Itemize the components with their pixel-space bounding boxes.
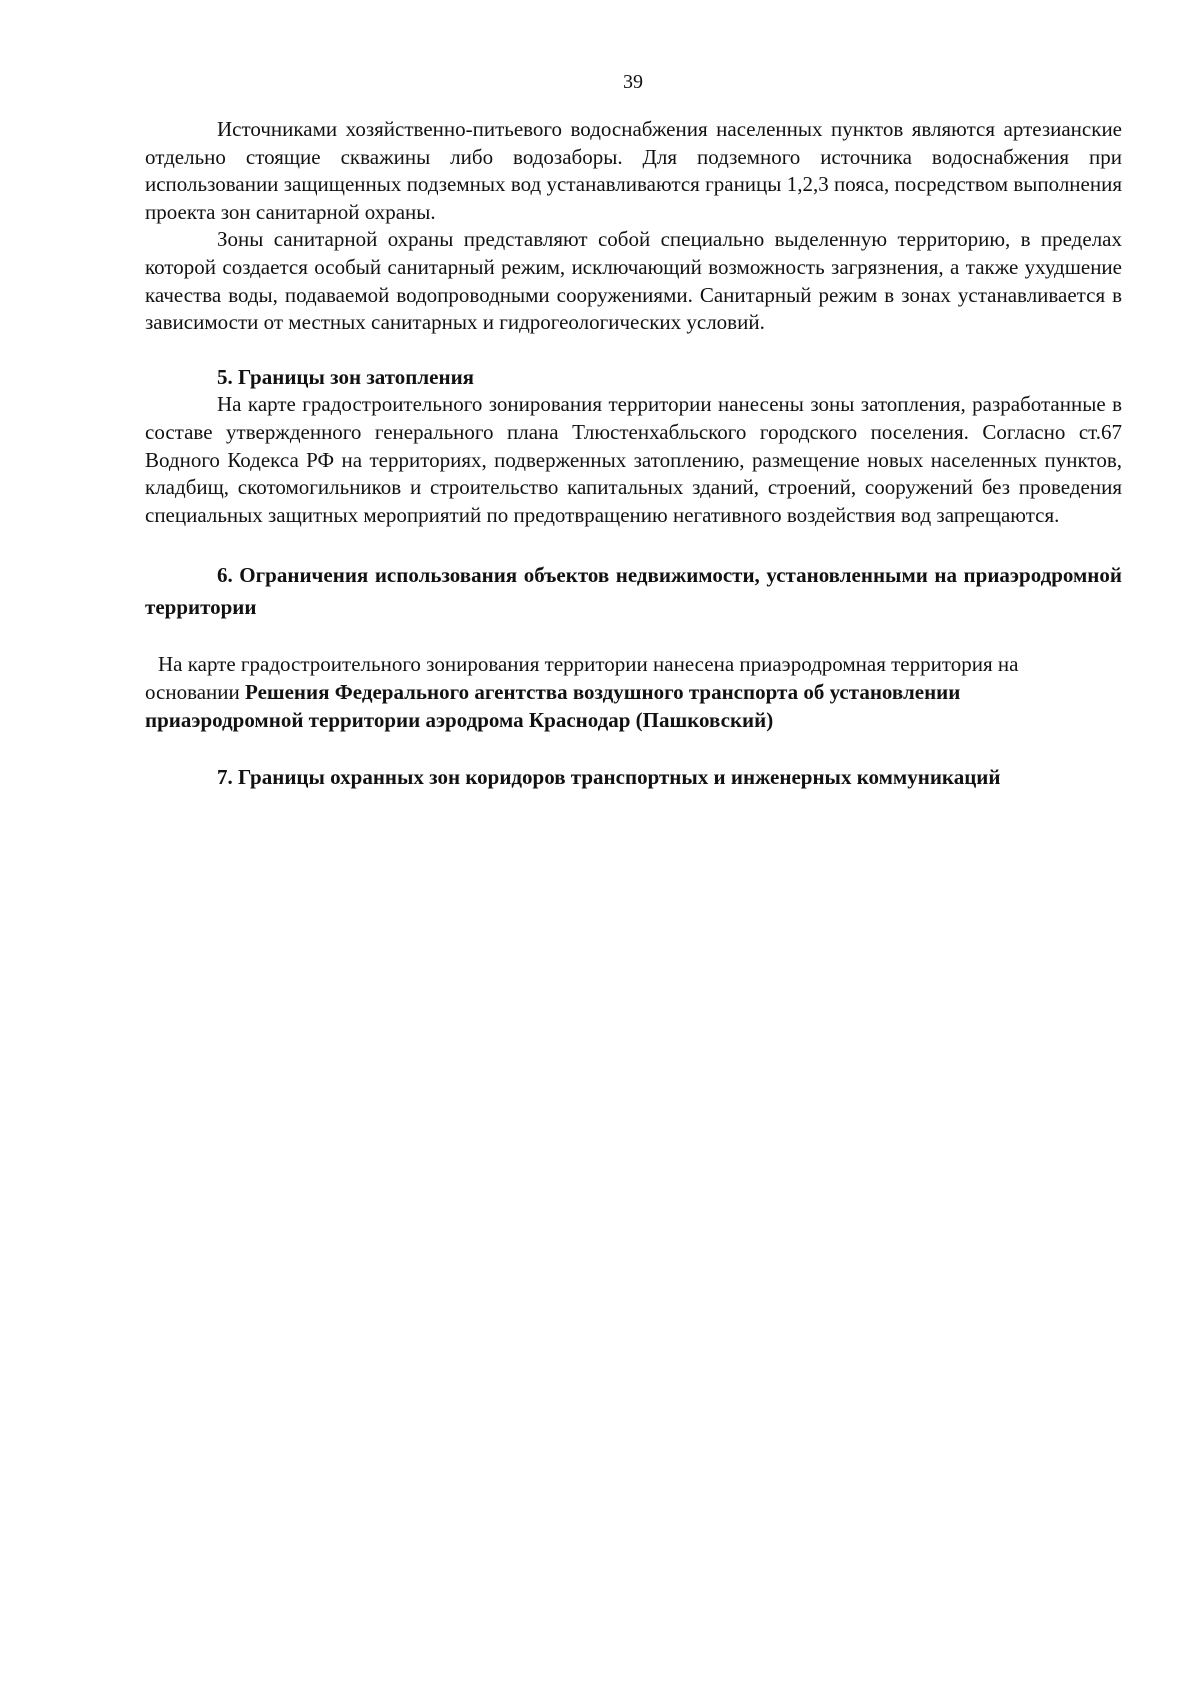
- paragraph-sanitary-zones: Зоны санитарной охраны представляют собой специально выделенную территорию, в пределах которой создается особый санитарный режим, исключающий возможность загрязнения, а также ухудшение качества воды, подаваемой водопроводными сооружениями. Санитарный режим в зонах устанавливается в зависимости от местных санитарных и гидрогеологических условий.: [145, 227, 1122, 335]
- section-6-text-plain: На карте градостроительного зонирования территории нанесена приаэродромная территория на основании: [145, 652, 1019, 704]
- section-6-text-bold: Решения Федерального агентства воздушного транспорта об установлении приаэродромной территории аэродрома Краснодар (Пашковский): [145, 679, 961, 732]
- section-6-heading: 6. Ограничения использования объектов недвижимости, установленными на приаэродромной территории: [145, 563, 1122, 620]
- section-7-heading: 7. Границы охранных зон коридоров транспортных и инженерных коммуникаций: [217, 765, 1001, 790]
- section-5-heading: 5. Границы зон затопления: [217, 364, 475, 389]
- section-6-paragraph: [145, 651, 1122, 734]
- paragraph-water-supply: Источниками хозяйственно-питьевого водоснабжения населенных пунктов являются артезианские отдельно стоящие скважины либо водозаборы. Для подземного источника водоснабжения при использовании защищенных подземных вод устанавливаются границы 1,2,3 пояса, посредством выполнения проекта зон санитарной охраны.: [145, 117, 1122, 224]
- document-body: [145, 116, 1122, 792]
- page-number: 39: [623, 71, 643, 93]
- section-5-paragraph: На карте градостроительного зонирования территории нанесены зоны затопления, разработанные в составе утвержденного генерального плана Тлюстенхабльского городского поселения. Согласно ст.67 Водного Кодекса РФ на территориях, подверженных затоплению, размещение новых населенных пунктов, кладбищ, скотомогильников и строительство капитальных зданий, строений, сооружений без проведения специальных защитных мероприятий по предотвращению негативного воздействия вод запрещаются.: [145, 392, 1122, 527]
